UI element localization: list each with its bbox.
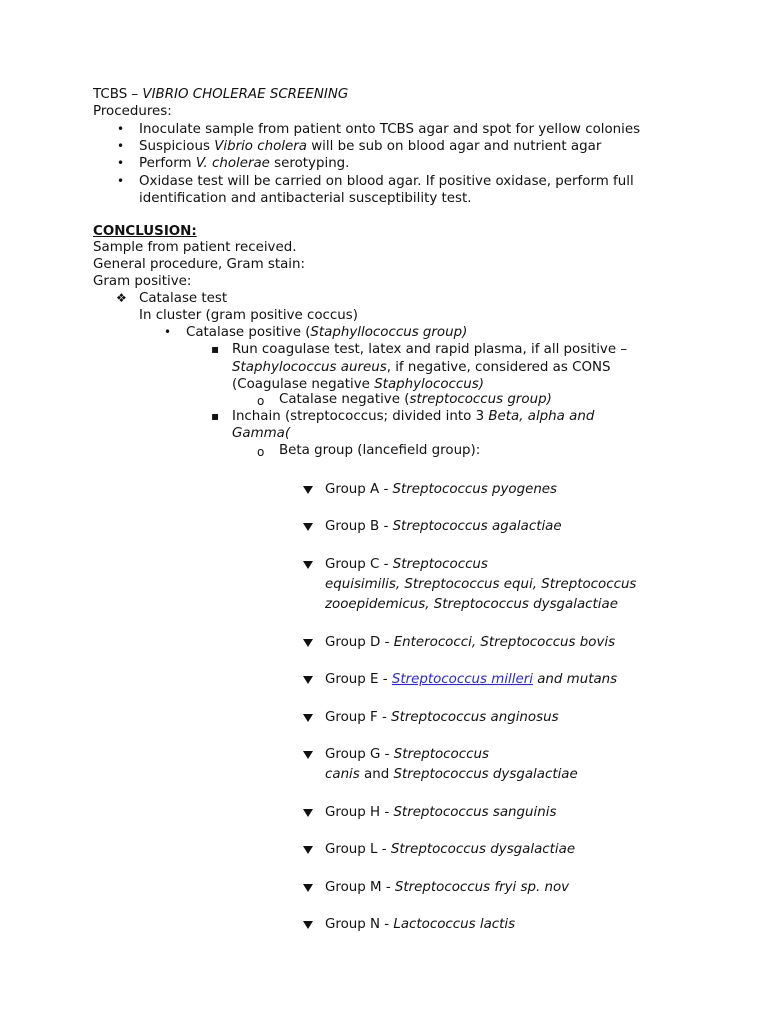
group-b: Group B - Streptococcus agalactiae (325, 519, 562, 534)
bullet-marker: • (164, 325, 172, 339)
group-c: Group C - Streptococcus (325, 557, 488, 572)
conclusion-heading: CONCLUSION: (93, 224, 197, 239)
triangle-bullet-icon (303, 884, 313, 892)
bullet-marker: • (117, 174, 125, 188)
beta-group: Beta group (lancefield group): (279, 443, 481, 458)
group-d: Group D - Enterococci, Streptococcus bovis (325, 635, 616, 650)
triangle-bullet-icon (303, 639, 313, 647)
triangle-bullet-icon (303, 921, 313, 929)
procedure-item: Suspicious Vibrio cholera will be sub on blood agar and nutrient agar (139, 139, 602, 154)
triangle-bullet-icon (303, 751, 313, 759)
triangle-bullet-icon (303, 809, 313, 817)
conclusion-line: Sample from patient received. (93, 240, 297, 255)
group-e: Group E - Streptococcus milleri and mutans (325, 672, 618, 687)
group-g: Group G - Streptococcus (325, 747, 489, 762)
in-cluster: In cluster (gram positive coccus) (139, 308, 358, 323)
procedure-item-continued: identification and antibacterial susceptibility test. (139, 191, 472, 206)
triangle-bullet-icon (303, 676, 313, 684)
coagulase-line: (Coagulase negative Staphylococcus) (232, 377, 484, 392)
group-m: Group M - Streptococcus fryi sp. nov (325, 880, 570, 895)
conclusion-line: General procedure, Gram stain: (93, 257, 306, 272)
inchain-line: Inchain (streptococcus; divided into 3 Beta, alpha and (232, 409, 595, 424)
streptococcus-milleri-link[interactable]: Streptococcus milleri (391, 672, 533, 687)
square-marker: ▪ (211, 409, 220, 423)
bullet-marker: • (117, 122, 125, 136)
group-l: Group L - Streptococcus dysgalactiae (325, 842, 576, 857)
catalase-negative: Catalase negative (streptococcus group) (279, 392, 552, 407)
diamond-marker: ❖ (116, 291, 127, 305)
o-marker: o (257, 394, 265, 408)
group-c-continued: equisimilis, Streptococcus equi, Streptococcus (325, 577, 637, 592)
square-marker: ▪ (211, 342, 220, 356)
bullet-marker: • (117, 156, 125, 170)
doc-title: TCBS – VIBRIO CHOLERAE SCREENING (93, 87, 349, 102)
group-h: Group H - Streptococcus sanguinis (325, 805, 557, 820)
triangle-bullet-icon (303, 523, 313, 531)
procedures-label: Procedures: (93, 104, 172, 119)
procedure-item: Oxidase test will be carried on blood agar. If positive oxidase, perform full (139, 174, 634, 189)
group-n: Group N - Lactococcus lactis (325, 917, 516, 932)
group-c-continued: zooepidemicus, Streptococcus dysgalactiae (325, 597, 618, 612)
procedure-item: Perform V. cholerae serotyping. (139, 156, 350, 171)
coagulase-line: Staphylococcus aureus, if negative, considered as CONS (232, 360, 611, 375)
triangle-bullet-icon (303, 846, 313, 854)
catalase-test: Catalase test (139, 291, 228, 306)
group-f: Group F - Streptococcus anginosus (325, 710, 559, 725)
triangle-bullet-icon (303, 486, 313, 494)
inchain-line: Gamma( (232, 426, 291, 441)
conclusion-line: Gram positive: (93, 274, 192, 289)
group-g-continued: canis and Streptococcus dysgalactiae (325, 767, 578, 782)
group-a: Group A - Streptococcus pyogenes (325, 482, 558, 497)
bullet-marker: • (117, 139, 125, 153)
coagulase-line: Run coagulase test, latex and rapid plasma, if all positive – (232, 342, 628, 357)
triangle-bullet-icon (303, 561, 313, 569)
triangle-bullet-icon (303, 714, 313, 722)
catalase-positive: Catalase positive (Staphyllococcus group) (186, 325, 468, 340)
procedure-item: Inoculate sample from patient onto TCBS agar and spot for yellow colonies (139, 122, 641, 137)
o-marker: o (257, 445, 265, 459)
